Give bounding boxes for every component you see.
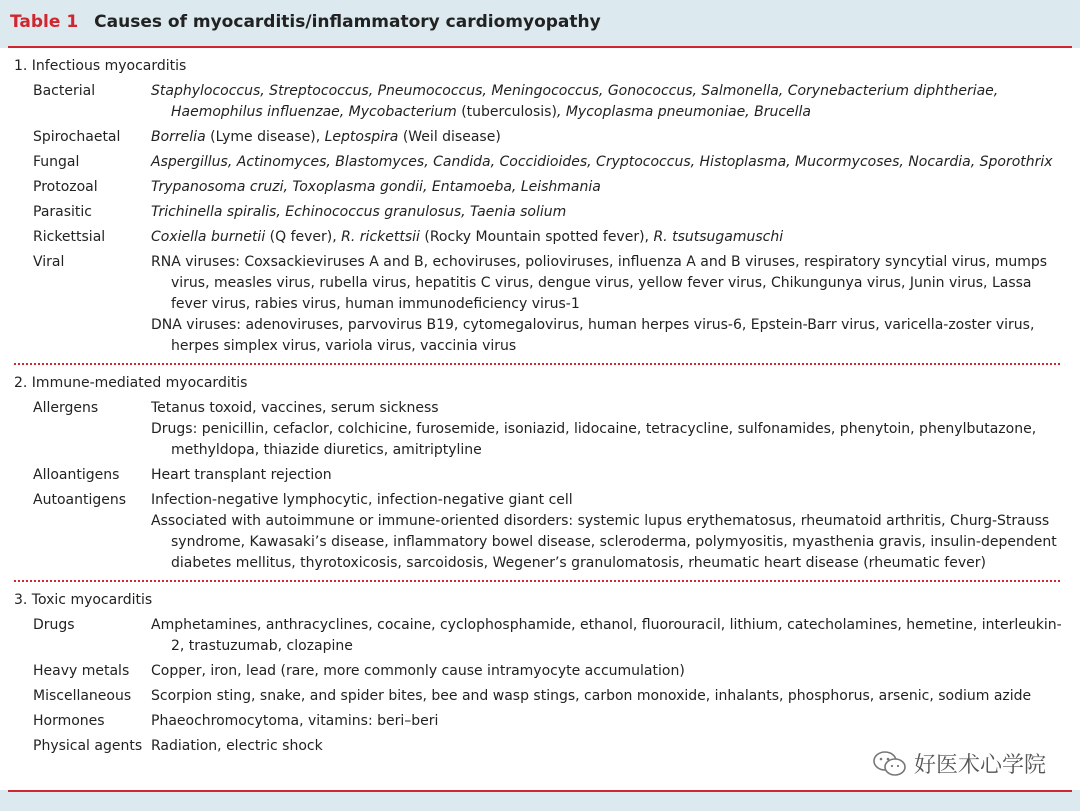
row-label: Rickettsial: [33, 229, 106, 245]
table-row: [0, 81, 1080, 123]
row-entry: Aspergillus, Actinomyces, Blastomyces, Candida, Coccidioides, Cryptococcus, Histoplasma, Mucormycoses, Nocardia, Sporothrix: [151, 154, 1053, 170]
bottom-rule: [8, 790, 1072, 792]
section: [0, 48, 1080, 357]
wechat-icon: [872, 749, 908, 779]
row-entry: Phaeochromocytoma, vitamins: beri–beri: [151, 713, 439, 729]
row-label: Heavy metals: [33, 663, 130, 679]
row-values: [151, 202, 1063, 223]
row-entry: Staphylococcus, Streptococcus, Pneumococcus, Meningococcus, Gonococcus, Salmonella, Corynebacterium diphtheriae, Haemophilus influenzae, Mycobacterium (tuberculosis), Mycoplasma pneumoniae, Brucella: [151, 83, 999, 120]
row-label: Drugs: [33, 617, 75, 633]
row-values: [151, 490, 1063, 574]
row-values: [151, 398, 1063, 461]
row-entry: Coxiella burnetii (Q fever), R. rickettsii (Rocky Mountain spotted fever), R. tsutsugamuschi: [151, 229, 784, 245]
row-entry: Heart transplant rejection: [151, 467, 332, 483]
row-entry: Trypanosoma cruzi, Toxoplasma gondii, Entamoeba, Leishmania: [151, 179, 601, 195]
table-body: [0, 48, 1080, 790]
table-row: [0, 177, 1080, 198]
section: [0, 365, 1080, 574]
row-values: [151, 81, 1063, 123]
table-title-bar: [0, 0, 1080, 44]
row-label: Allergens: [33, 400, 99, 416]
table-row: [0, 615, 1080, 657]
row-label: Miscellaneous: [33, 688, 132, 704]
section-title: 2. Immune-mediated myocarditis: [14, 375, 248, 391]
table-row: [0, 686, 1080, 707]
row-label: Physical agents: [33, 738, 143, 754]
row-entry: DNA viruses: adenoviruses, parvovirus B19, cytomegalovirus, human herpes virus-6, Epstein-Barr virus, varicella-zoster virus, herpes simplex virus, variola virus, vaccinia virus: [151, 317, 1035, 354]
table-row: [0, 465, 1080, 486]
row-label: Alloantigens: [33, 467, 120, 483]
row-label: Viral: [33, 254, 65, 270]
row-label: Parasitic: [33, 204, 92, 220]
table-row: [0, 252, 1080, 357]
row-values: [151, 615, 1063, 657]
row-values: [151, 127, 1063, 148]
row-entry: Infection-negative lymphocytic, infection-negative giant cell: [151, 492, 573, 508]
row-entry: Scorpion sting, snake, and spider bites, bee and wasp stings, carbon monoxide, inhalants, phosphorus, arsenic, sodium azide: [151, 688, 1032, 704]
row-label: Spirochaetal: [33, 129, 121, 145]
table-row: [0, 661, 1080, 682]
row-values: [151, 711, 1063, 732]
row-entry: Borrelia (Lyme disease), Leptospira (Weil disease): [151, 129, 501, 145]
table-row: [0, 398, 1080, 461]
row-entry: Amphetamines, anthracyclines, cocaine, cyclophosphamide, ethanol, fluorouracil, lithium, catecholamines, hemetine, interleukin-2, trastuzumab, clozapine: [151, 617, 1062, 654]
row-entry: Tetanus toxoid, vaccines, serum sickness: [151, 400, 439, 416]
row-values: [151, 177, 1063, 198]
row-values: [151, 686, 1063, 707]
row-entry: Drugs: penicillin, cefaclor, colchicine, furosemide, isoniazid, lidocaine, tetracycline, sulfonamides, phenytoin, phenylbutazone, methyldopa, thiazide diuretics, amitriptyline: [151, 421, 1037, 458]
section-title: 1. Infectious myocarditis: [14, 58, 187, 74]
row-label: Fungal: [33, 154, 80, 170]
row-values: [151, 465, 1063, 486]
row-entry: Copper, iron, lead (rare, more commonly cause intramyocyte accumulation): [151, 663, 685, 679]
table-row: [0, 202, 1080, 223]
row-values: [151, 152, 1063, 173]
row-values: [151, 661, 1063, 682]
row-label: Bacterial: [33, 83, 96, 99]
watermark: [872, 748, 1046, 779]
row-values: [151, 252, 1063, 357]
table-label: Table 1: [10, 12, 79, 32]
table-row: [0, 227, 1080, 248]
table-title: Causes of myocarditis/inflammatory cardiomyopathy: [94, 12, 601, 32]
row-entry: Associated with autoimmune or immune-oriented disorders: systemic lupus erythematosus, rheumatoid arthritis, Churg-Strauss syndrome, Kawasaki’s disease, inflammatory bowel disease, scleroderma, polymyositis, myasthenia gravis, insulin-dependent diabetes mellitus, thyrotoxicosis, sarcoidosis, Wegener’s granulomatosis, rheumatic heart disease (rheumatic fever): [151, 513, 1057, 571]
row-label: Autoantigens: [33, 492, 127, 508]
table-row: [0, 711, 1080, 732]
row-values: [151, 227, 1063, 248]
section: [0, 582, 1080, 757]
section-title: 3. Toxic myocarditis: [14, 592, 153, 608]
row-entry: Trichinella spiralis, Echinococcus granulosus, Taenia solium: [151, 204, 567, 220]
row-label: Hormones: [33, 713, 105, 729]
row-entry: RNA viruses: Coxsackieviruses A and B, echoviruses, polioviruses, influenza A and B viruses, respiratory syncytial virus, mumps virus, measles virus, rubella virus, hepatitis C virus, dengue virus, yellow fever virus, Chikungunya virus, Junin virus, Lassa fever virus, rabies virus, human immunodeficiency virus-1: [151, 254, 1048, 312]
row-entry: Radiation, electric shock: [151, 738, 323, 754]
table-row: [0, 490, 1080, 574]
table-row: [0, 152, 1080, 173]
table-row: [0, 127, 1080, 148]
watermark-text: 好医术心学院: [913, 753, 1046, 778]
row-label: Protozoal: [33, 179, 98, 195]
